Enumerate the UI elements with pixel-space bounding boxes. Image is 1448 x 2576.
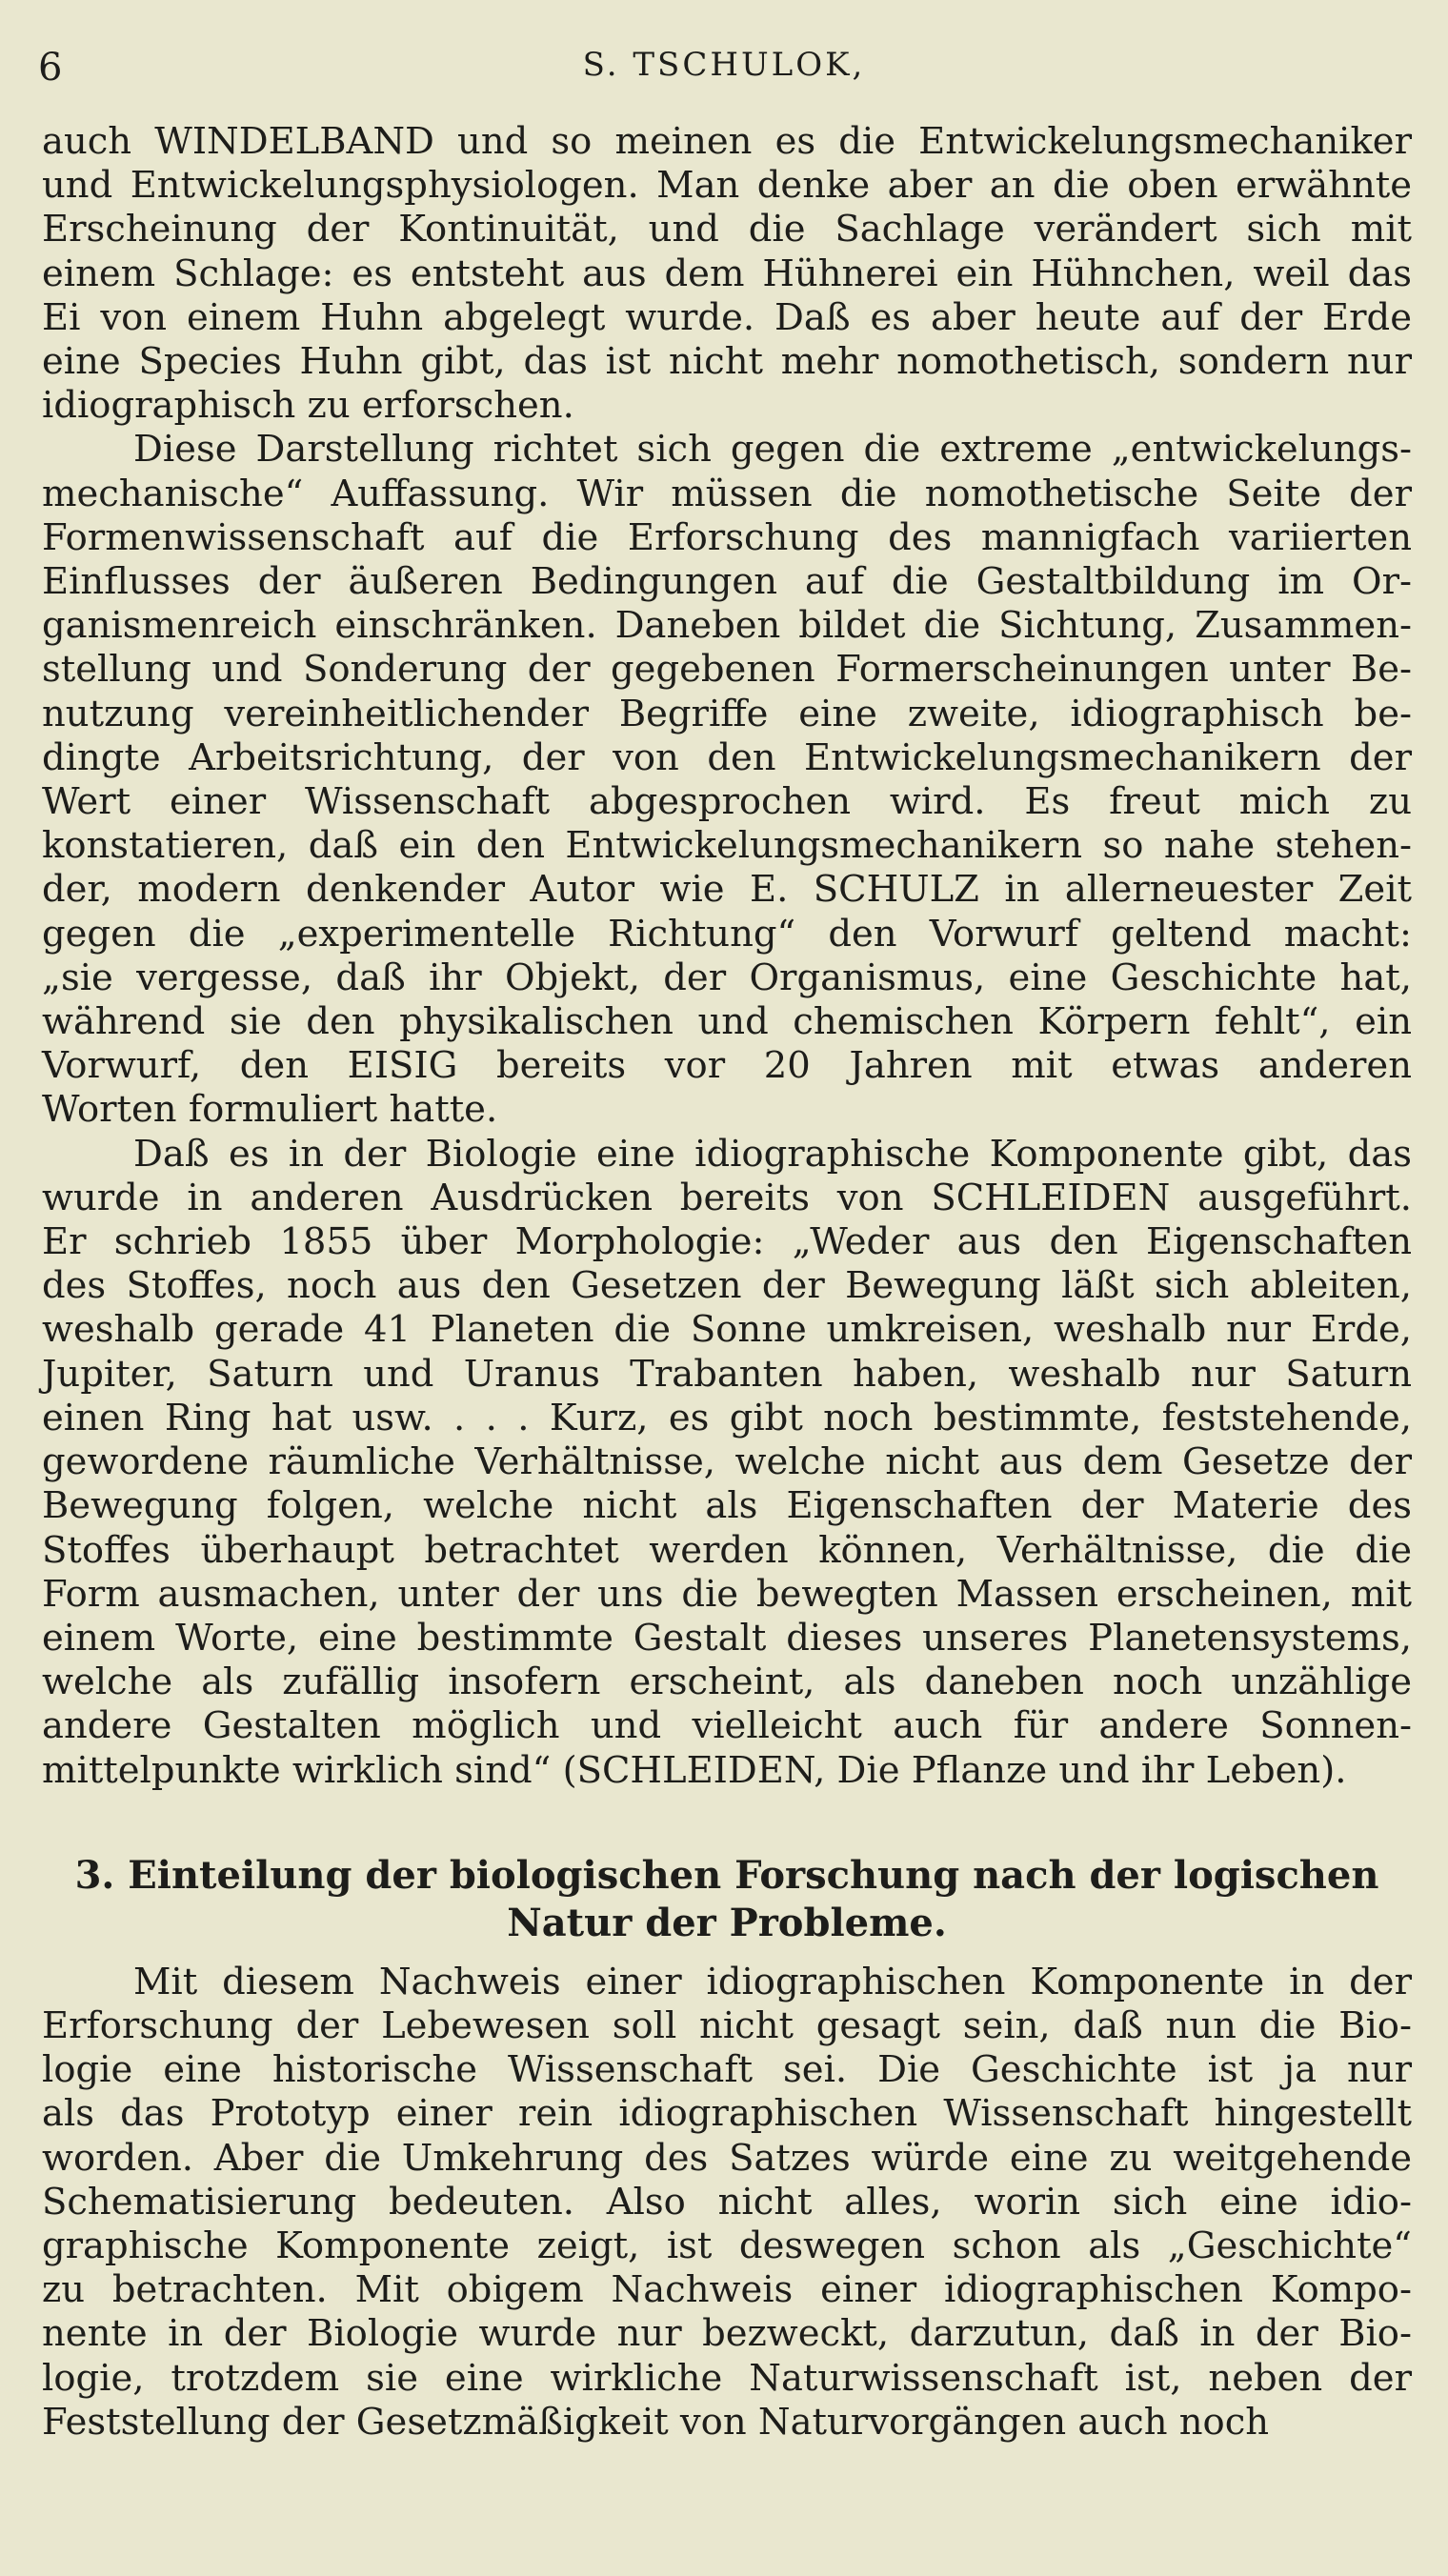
text-line: Ei von einem Huhn abgelegt wurde. Daß es aber heute auf der Erde (42, 295, 1412, 339)
paragraph (42, 120, 1412, 428)
text-line: Erscheinung der Kontinuität, und die Sachlage verändert sich mit (42, 208, 1412, 252)
page-header (38, 46, 1410, 93)
text-line: idiographisch zu erforschen. (42, 384, 574, 428)
text-line: einem Worte, eine bestimmte Gestalt dieses unseres Planetensystems, (42, 1616, 1412, 1660)
text-line: Erforschung der Lebewesen soll nicht gesagt sein, daß nun die Bio- (42, 2003, 1412, 2047)
text-line: eine Species Huhn gibt, das ist nicht mehr nomothetisch, sondern nur (42, 340, 1412, 384)
heading-line: Natur der Probleme. (507, 1900, 947, 1945)
text-line: dingte Arbeitsrichtung, der von den Entwickelungsmechanikern der (42, 735, 1412, 779)
section-heading (42, 1852, 1412, 1947)
text-line: Einflusses der äußeren Bedingungen auf die Gestaltbildung im Or- (42, 560, 1412, 604)
text-line: ganismenreich einschränken. Daneben bildet die Sichtung, Zusammen- (42, 604, 1412, 648)
text-line: Formenwissenschaft auf die Erforschung des mannigfach variierten (42, 515, 1412, 559)
text-line: mittelpunkte wirklich sind“ (SCHLEIDEN, Die Pflanze und ihr Leben). (42, 1748, 1347, 1792)
text-line: Form ausmachen, unter der uns die bewegten Massen erscheinen, mit (42, 1572, 1412, 1616)
text-line: Er schrieb 1855 über Morphologie: „Weder aus den Eigenschaften (42, 1220, 1412, 1264)
text-line: Worten formuliert hatte. (42, 1088, 498, 1132)
text-line: und Entwickelungsphysiologen. Man denke aber an die oben erwähnte (42, 164, 1412, 208)
text-line: weshalb gerade 41 Planeten die Sonne umkreisen, weshalb nur Erde, (42, 1308, 1412, 1352)
text-line: Wert einer Wissenschaft abgesprochen wird. Es freut mich zu (42, 780, 1412, 824)
text-line: der, modern denkender Autor wie E. SCHULZ in allerneuester Zeit (42, 868, 1412, 912)
text-line: als das Prototyp einer rein idiographischen Wissenschaft hingestellt (42, 2092, 1412, 2136)
body-text (42, 120, 1412, 2445)
text-line: Vorwurf, den EISIG bereits vor 20 Jahren mit etwas anderen (42, 1044, 1412, 1088)
text-line: graphische Komponente zeigt, ist deswegen schon als „Geschichte“ (42, 2224, 1412, 2267)
text-line: Schematisierung bedeuten. Also nicht alles, worin sich eine idio- (42, 2180, 1412, 2224)
text-line: stellung und Sonderung der gegebenen Formerscheinungen unter Be- (42, 648, 1412, 692)
text-line: gewordene räumliche Verhältnisse, welche nicht aus dem Gesetze der (42, 1440, 1412, 1484)
paragraph (42, 428, 1412, 1132)
text-line: konstatieren, daß ein den Entwickelungsmechanikern so nahe stehen- (42, 824, 1412, 868)
text-line: während sie den physikalischen und chemischen Körpern fehlt“, ein (42, 1000, 1412, 1044)
text-line: „sie vergesse, daß ihr Objekt, der Organismus, eine Geschichte hat, (42, 956, 1412, 999)
text-line: Mit diesem Nachweis einer idiographischen Komponente in der (133, 1960, 1412, 2003)
text-line: einen Ring hat usw. . . . Kurz, es gibt noch bestimmte, feststehende, (42, 1396, 1412, 1439)
text-line: einem Schlage: es entsteht aus dem Hühnerei ein Hühnchen, weil das (42, 252, 1412, 295)
text-line: nente in der Biologie wurde nur bezweckt, darzutun, daß in der Bio- (42, 2312, 1412, 2356)
text-line: Diese Darstellung richtet sich gegen die extreme „entwickelungs- (133, 428, 1412, 472)
text-line: des Stoffes, noch aus den Gesetzen der Bewegung läßt sich ableiten, (42, 1264, 1412, 1308)
text-line: logie eine historische Wissenschaft sei. Die Geschichte ist ja nur (42, 2048, 1412, 2092)
running-title: S. TSCHULOK, (582, 46, 866, 84)
paragraph (42, 1961, 1412, 2445)
text-line: Jupiter, Saturn und Uranus Trabanten haben, weshalb nur Saturn (42, 1352, 1412, 1396)
text-line: Daß es in der Biologie eine idiographische Komponente gibt, das (133, 1132, 1412, 1176)
paragraph (42, 1133, 1412, 1793)
text-line: logie, trotzdem sie eine wirkliche Naturwissenschaft ist, neben der (42, 2356, 1412, 2400)
text-line: worden. Aber die Umkehrung des Satzes würde eine zu weitgehende (42, 2136, 1412, 2180)
text-line: gegen die „experimentelle Richtung“ den Vorwurf geltend macht: (42, 912, 1412, 956)
text-line: Feststellung der Gesetzmäßigkeit von Naturvorgängen auch noch (42, 2400, 1270, 2444)
text-line: zu betrachten. Mit obigem Nachweis einer idiographischen Kompo- (42, 2268, 1412, 2312)
text-line: auch WINDELBAND und so meinen es die Entwickelungsmechaniker (42, 120, 1412, 163)
heading-line: 3. Einteilung der biologischen Forschung nach der logischen (74, 1852, 1379, 1898)
text-line: andere Gestalten möglich und vielleicht auch für andere Sonnen- (42, 1704, 1412, 1748)
text-line: mechanische“ Auffassung. Wir müssen die nomothetische Seite der (42, 472, 1412, 515)
text-line: Stoffes überhaupt betrachtet werden können, Verhältnisse, die die (42, 1528, 1412, 1572)
text-line: nutzung vereinheitlichender Begriffe eine zweite, idiographisch be- (42, 692, 1412, 735)
text-line: welche als zufällig insofern erscheint, als daneben noch unzählige (42, 1660, 1412, 1704)
text-line: wurde in anderen Ausdrücken bereits von SCHLEIDEN ausgeführt. (42, 1176, 1412, 1219)
text-line: Bewegung folgen, welche nicht als Eigenschaften der Materie des (42, 1484, 1412, 1528)
page-number: 6 (38, 46, 63, 90)
